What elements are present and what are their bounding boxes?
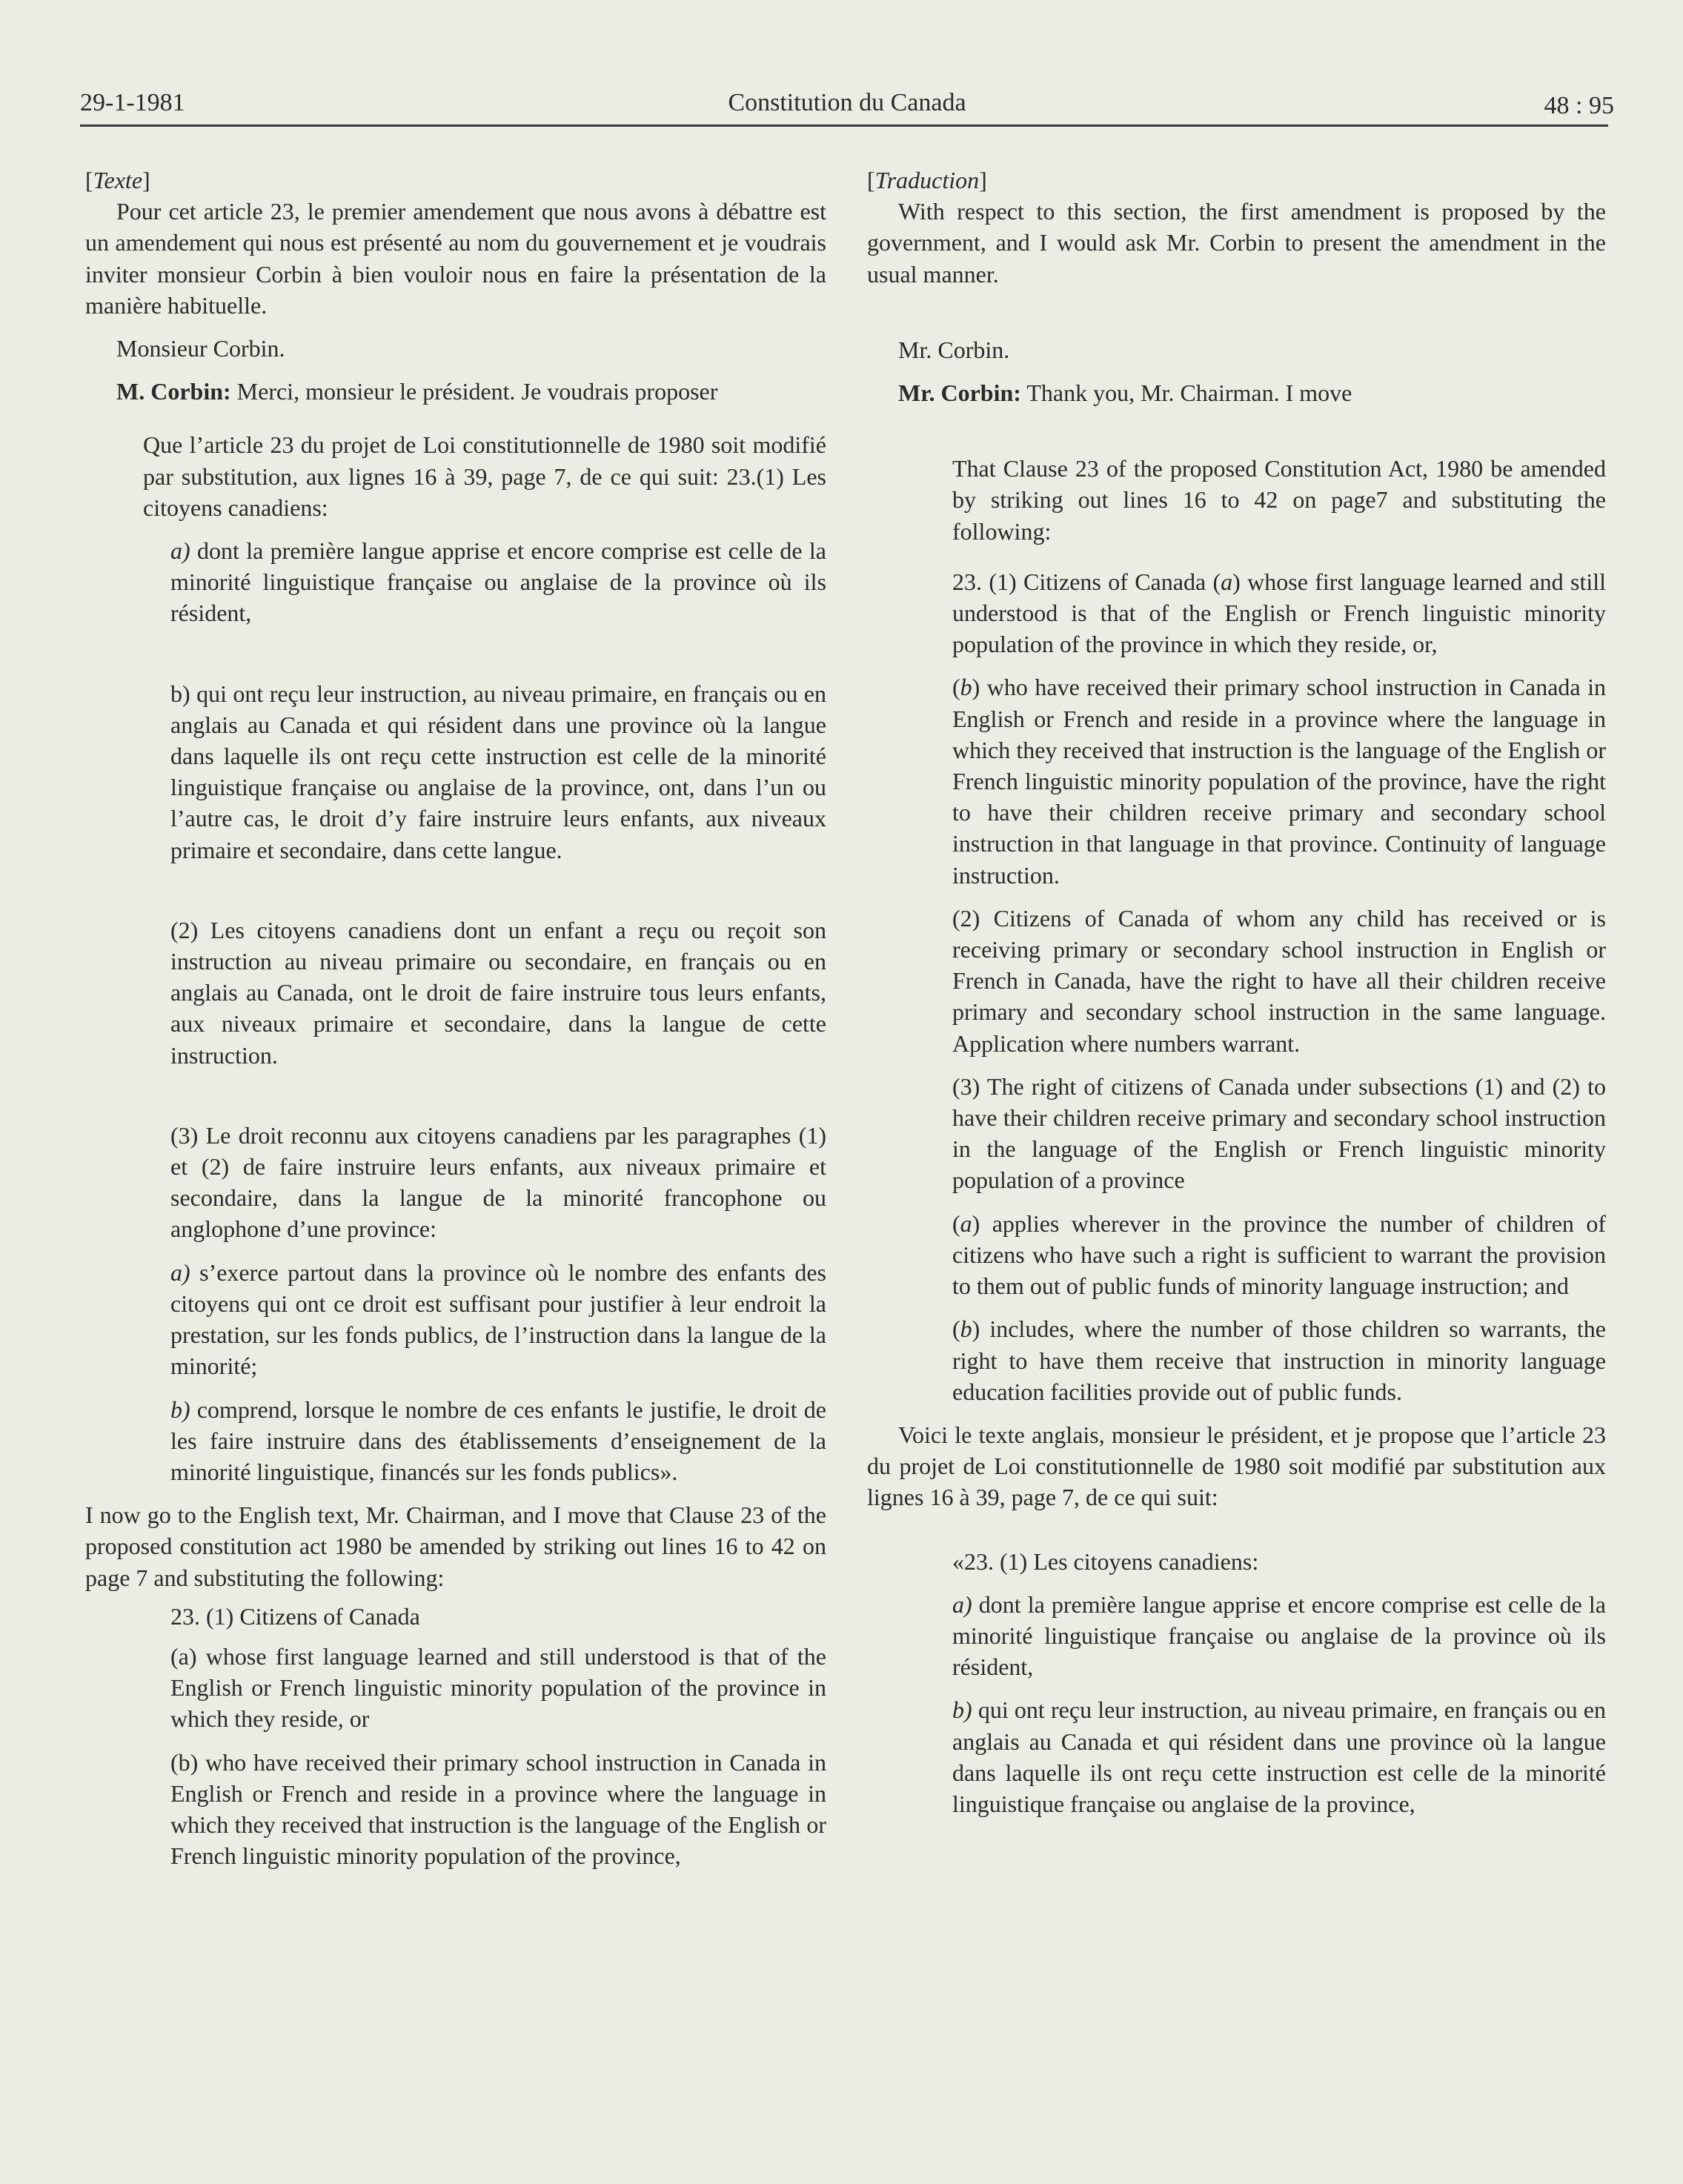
item-text: comprend, lorsque le nombre de ces enfants le justifie, le droit de les faire instruire dans des établissements d’enseignement de la minorité linguistique, financés sur les fonds publics». [170, 1395, 826, 1485]
item-marker: a) [952, 1590, 972, 1618]
paragraph [867, 671, 1606, 890]
section-label: [Traduction] [867, 167, 987, 193]
paragraph [85, 1257, 826, 1382]
header-date: 29-1-1981 [80, 89, 185, 116]
paragraph [867, 377, 1606, 408]
paragraph [85, 376, 826, 407]
paragraph [867, 1589, 1606, 1683]
item-text: ) includes, where the number of those children so warrants, the right to have them receive that instruction in minority language education facilities provide out of public funds. [952, 1315, 1606, 1405]
item-marker: a) [170, 1258, 190, 1286]
paragraph [85, 535, 826, 629]
item-text: ( [952, 1315, 960, 1343]
paragraph: Voici le texte anglais, monsieur le président, et je propose que l’article 23 du projet de Loi constitutionnelle de 1980 soit modifié par substitution aux lignes 16 à 39, page 7, de ce qui suit: [867, 1421, 1606, 1511]
item-marker: b [960, 674, 972, 701]
item-marker: b [960, 1315, 972, 1343]
item-text: dont la première langue apprise et encore comprise est celle de la minorité linguistique française ou anglaise de la province où ils résident, [952, 1590, 1606, 1681]
paragraph: (3) Le droit reconnu aux citoyens canadiens par les paragraphes (1) et (2) de faire instruire leurs enfants, aux niveaux primaire et secondaire, dans la langue de la minorité francophone ou anglophone d’une province: [170, 1121, 826, 1243]
paragraph [867, 1694, 1606, 1819]
paragraph: Mr. Corbin. [898, 336, 1010, 363]
right-column [867, 165, 1606, 1819]
speaker-name: M. Corbin: [116, 378, 231, 405]
section-label: [Texte] [85, 167, 150, 193]
speaker-name: Mr. Corbin: [898, 379, 1021, 407]
paragraph: 23. (1) Citizens of Canada [170, 1602, 420, 1630]
speaker-text: Thank you, Mr. Chairman. I move [1020, 379, 1352, 407]
paragraph: b) qui ont reçu leur instruction, au niveau primaire, en français ou en anglais au Canada et qui résident dans une province où la langue dans laquelle ils ont reçu cette instruction est celle de la minorité linguistique française ou anglaise de la province, ont, dans l’un ou l’autre cas, le droit d’y faire instruire leurs enfants, aux niveaux primaire et secondaire, dans cette langue. [170, 680, 826, 863]
item-text: 23. (1) Citizens of Canada ( [952, 568, 1221, 595]
paragraph: (3) The right of citizens of Canada under subsections (1) and (2) to have their children receive primary and secondary school instruction in the language of the English or French linguistic minority population of a province [952, 1072, 1606, 1194]
item-text: ( [952, 674, 960, 701]
paragraph: Que l’article 23 du projet de Loi constitutionnelle de 1980 soit modifié par substitution, aux lignes 16 à 39, page 7, de ce qui suit: 23.(1) Les citoyens canadiens: [143, 431, 826, 521]
header-rule [80, 125, 1608, 127]
left-column [85, 165, 826, 1871]
paragraph: «23. (1) Les citoyens canadiens: [952, 1547, 1259, 1575]
item-text: ( [952, 1209, 960, 1237]
paragraph [867, 1208, 1606, 1302]
paragraph: With respect to this section, the first amendment is proposed by the government, and I would ask Mr. Corbin to present the amendment in the usual manner. [867, 198, 1606, 288]
item-marker: a [960, 1209, 972, 1237]
header-title: Constitution du Canada [728, 89, 966, 116]
paragraph: (2) Les citoyens canadiens dont un enfant a reçu ou reçoit son instruction au niveau primaire ou secondaire, en français ou en anglais au Canada, ont le droit de faire instruire tous leurs enfants, aux niveaux primaire et secondaire, dans la langue de cette instruction. [170, 916, 826, 1069]
paragraph: That Clause 23 of the proposed Constitution Act, 1980 be amended by striking out lines 16 to 42 on page7 and substituting the following: [952, 455, 1606, 545]
item-marker: b) [170, 1395, 190, 1423]
page-header [80, 83, 1614, 127]
item-text: ) applies wherever in the province the number of children of citizens who have such a right is sufficient to warrant the provision to them out of public funds of minority language instruction; and [952, 1209, 1606, 1300]
item-text: dont la première langue apprise et encore comprise est celle de la minorité linguistique française ou anglaise de la province où ils résident, [170, 537, 826, 627]
item-text: ) who have received their primary school instruction in Canada in English or French and reside in a province where the language in which they received that instruction is the language of the English or French linguistic minority population of the province, have the right to have their children receive primary and secondary school instruction in that language in that province. Continuity of language instruction. [952, 674, 1606, 889]
paragraph: Pour cet article 23, le premier amendement que nous avons à débattre est un amendement qui nous est présenté au nom du gouvernement et je voudrais inviter monsieur Corbin à bien vouloir nous en faire la présentation de la manière habituelle. [85, 198, 826, 319]
item-marker: a [1221, 568, 1233, 595]
speaker-text: Merci, monsieur le président. Je voudrais proposer [230, 378, 718, 405]
item-marker: a) [170, 537, 190, 565]
paragraph: I now go to the English text, Mr. Chairman, and I move that Clause 23 of the proposed constitution act 1980 be amended by striking out lines 16 to 42 on page 7 and substituting the following: [85, 1501, 826, 1591]
item-text: ) whose first language learned and still understood is that of the English or French linguistic minority population of the province in which they reside, or, [952, 568, 1607, 658]
paragraph [867, 1313, 1606, 1407]
section-label-text: Traduction [874, 167, 980, 193]
paragraph: (b) who have received their primary school instruction in Canada in English or French and reside in a province where the language in which they received that instruction is the language of the English or French linguistic minority population of the province, [170, 1748, 826, 1870]
paragraph [85, 1394, 826, 1488]
header-page-number: 48 : 95 [1544, 92, 1614, 119]
item-marker: b) [952, 1696, 972, 1724]
section-label-text: Texte [93, 167, 143, 193]
paragraph [867, 566, 1606, 660]
item-text: s’exerce partout dans la province où le nombre des enfants des citoyens qui ont ce droit est suffisant pour justifier à leur endroit la prestation, sur les fonds publics, de l’instruction dans la langue de la minorité; [170, 1258, 826, 1380]
paragraph: (a) whose first language learned and still understood is that of the English or French linguistic minority population of the province in which they reside, or [170, 1642, 826, 1733]
paragraph: (2) Citizens of Canada of whom any child has received or is receiving primary or secondary school instruction in English or French in Canada, have the right to have all their children receive primary and secondary school instruction in the same language. Application where numbers warrant. [952, 904, 1606, 1057]
item-text: qui ont reçu leur instruction, au niveau primaire, en français ou en anglais au Canada et qui résident dans une province où la langue dans laquelle ils ont reçu cette instruction est celle de la minorité linguistique française ou anglaise de la province, [952, 1696, 1606, 1817]
paragraph: Monsieur Corbin. [116, 335, 285, 362]
